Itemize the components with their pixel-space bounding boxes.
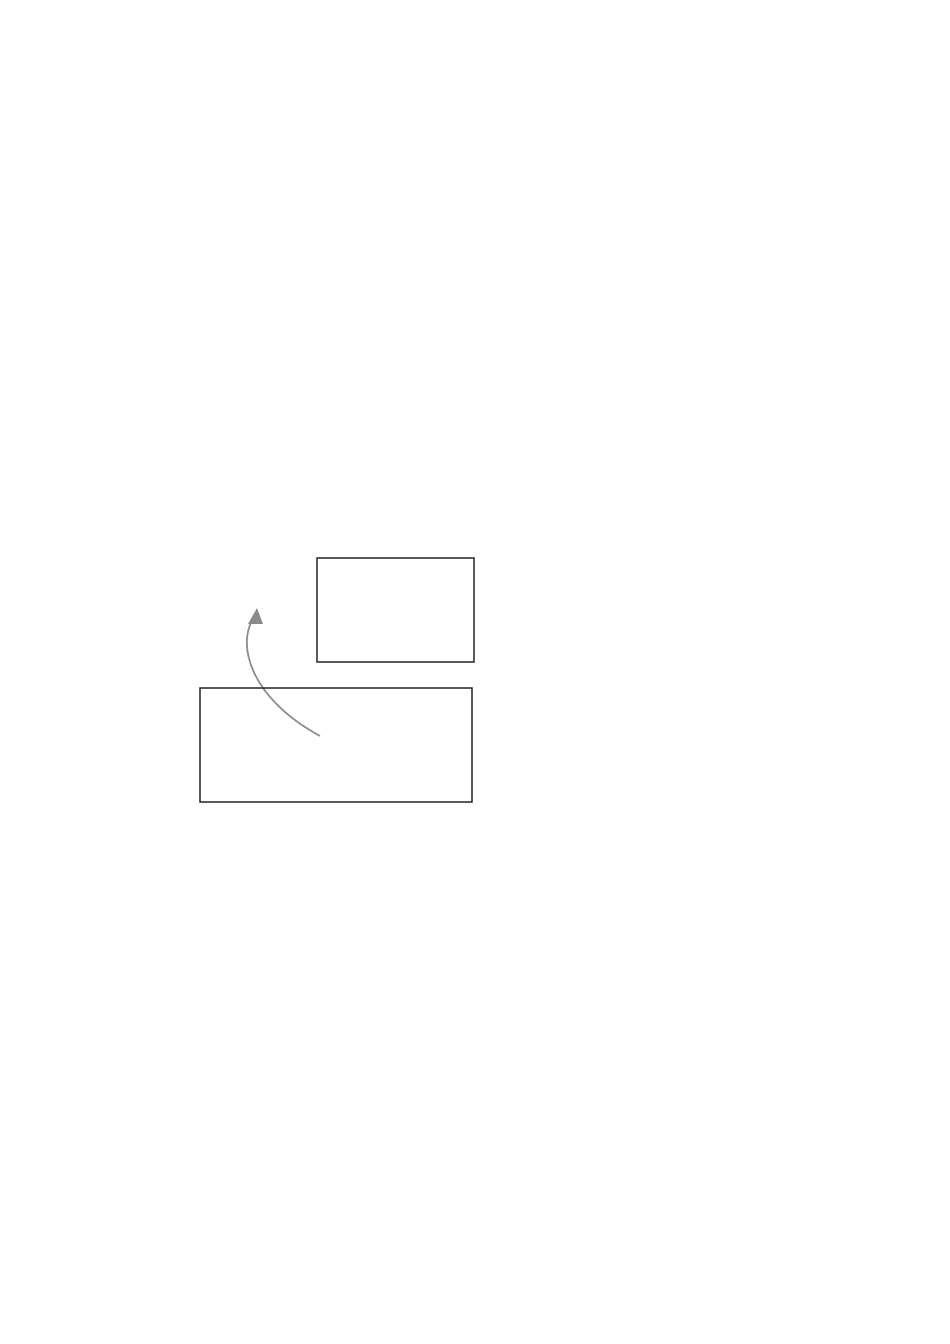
temperature-figure [140,548,560,838]
net-photosynthesis-chart [317,558,474,662]
net-chart-frame [317,558,474,662]
gross-photosynthesis-chart [140,548,472,802]
gross-chart-frame [200,688,472,802]
arrow-connector [247,616,320,736]
arrow-head-icon [248,608,263,624]
